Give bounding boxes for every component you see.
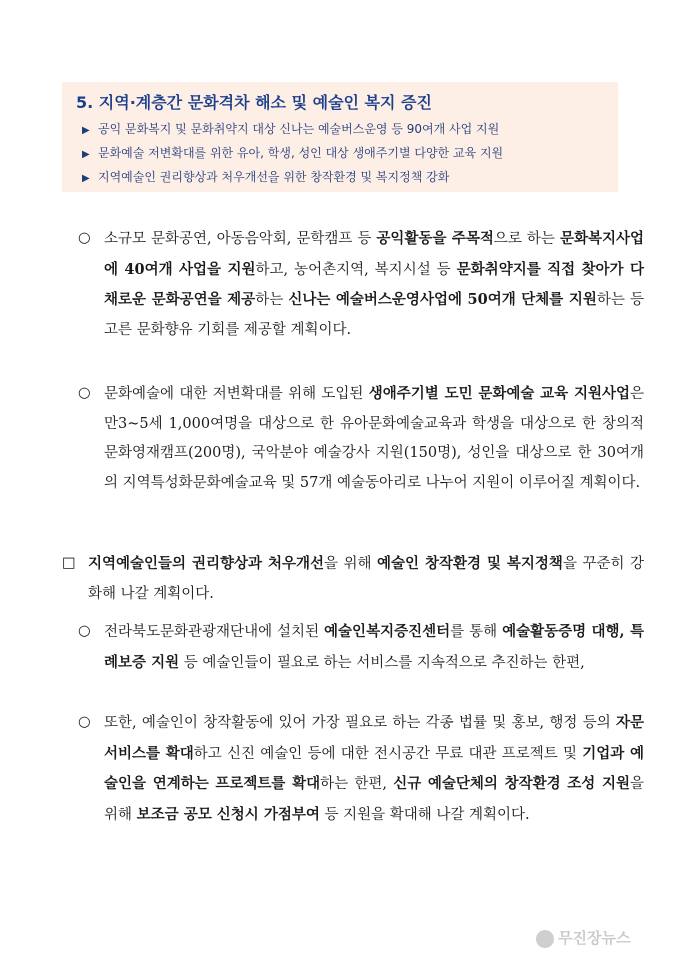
emphasized-text: 문화복지사업에 40여개 사업을 지원 <box>104 230 644 278</box>
paragraph-advisory-services <box>78 708 644 830</box>
emphasized-text: 생애주기별 도민 문화예술 교육 지원사업 <box>368 385 630 402</box>
text-run: 하는 한편, <box>320 776 394 792</box>
paragraph-welfare-center <box>78 617 644 678</box>
circle-bullet-icon: ○ <box>78 385 91 401</box>
emphasized-text: 신나는 예술버스운영사업에 50여개 단체를 지원 <box>288 291 597 308</box>
text-run: 문화예술에 대한 저변확대를 위해 도입된 <box>104 386 369 402</box>
paragraph-text <box>88 556 644 602</box>
text-run: 하고, 농어촌지역, 복지시설 등 <box>255 261 457 278</box>
triangle-bullet-icon: ▶ <box>82 149 90 160</box>
emphasized-text: 예술인복지증진센터 <box>324 623 451 640</box>
triangle-bullet-icon: ▶ <box>82 125 90 136</box>
text-run: 하는 등 고른 문화향유 기회를 제공할 계획이다. <box>104 292 644 338</box>
text-run: 등 예술인들이 필요로 하는 서비스를 지속적으로 추진하는 한편, <box>179 654 585 671</box>
paragraph-text <box>104 386 644 491</box>
paragraph-text <box>104 715 644 823</box>
paragraph-text <box>104 231 644 338</box>
emphasized-text: 예술인 창작환경 및 복지정책 <box>377 555 563 572</box>
text-run: 전라북도문화관광재단내에 설치된 <box>104 624 325 640</box>
paragraph-text <box>104 624 644 671</box>
emphasized-text: 기업과 예술인을 연계하는 프로젝트를 확대 <box>104 744 645 792</box>
text-run: 을 위해 <box>324 556 378 572</box>
section-title: 5. 지역·계층간 문화격차 해소 및 예술인 복지 증진 <box>76 93 432 112</box>
square-bullet-icon: □ <box>62 555 76 571</box>
summary-box <box>62 82 618 192</box>
circle-bullet-icon: ○ <box>78 230 91 246</box>
summary-item: ▶ 문화예술 저변확대를 위한 유아, 학생, 성인 대상 생애주기별 다양한 교육 지원 <box>76 142 606 166</box>
paragraph-culture-welfare <box>78 224 644 345</box>
emphasized-text: 문화취약지를 직접 찾아가 다채로운 문화공연을 제공 <box>104 260 644 308</box>
emphasized-text: 공익활동을 주목적 <box>376 230 494 247</box>
triangle-bullet-icon: ▶ <box>82 173 90 184</box>
paragraph-arts-education <box>78 379 644 498</box>
emphasized-text: 지역예술인들의 권리향상과 처우개선 <box>88 555 324 572</box>
emphasized-text: 자문서비스를 확대 <box>104 714 644 762</box>
text-run: 을 꾸준히 강화해 나갈 계획이다. <box>88 556 644 602</box>
text-run: 하고 신진 예술인 등에 대한 전시공간 무료 대관 프로젝트 및 <box>193 745 583 762</box>
emphasized-text: 신규 예술단체의 창작환경 조성 지원 <box>393 775 630 792</box>
watermark-logo: 무진장뉴스 <box>536 924 676 952</box>
text-run: 은 만3~5세 1,000여명을 대상으로 한 유아문화예술교육과 학생을 대상으로 한 창의적 문화영재캠프(200명), 국악분야 예술강사 지원(150명), 성인을 대상으로 한 30여개의 지역특성화문화예술교육 및 57개 예술동아리로 나누어 지원이 이루어질 계획이다. <box>104 386 644 491</box>
emphasized-text: 보조금 공모 신청시 가점부여 <box>136 805 320 823</box>
circle-bullet-icon: ○ <box>78 623 91 639</box>
text-run: 등 지원을 확대해 나갈 계획이다. <box>319 806 530 823</box>
summary-item: ▶ 공익 문화복지 및 문화취약지 대상 신나는 예술버스운영 등 90여개 사업 지원 <box>76 118 606 142</box>
emphasized-text: 예술활동증명 대행, 특례보증 지원 <box>104 623 644 671</box>
circle-bullet-icon: ○ <box>78 714 91 730</box>
text-run: 하는 <box>255 292 289 308</box>
watermark-icon <box>536 930 554 948</box>
text-run: 소규모 문화공연, 아동음악회, 문학캠프 등 <box>104 231 377 247</box>
paragraph-artist-welfare <box>62 549 644 609</box>
text-run: 를 통해 <box>450 624 503 640</box>
text-run: 또한, 예술인이 창작활동에 있어 가장 필요로 하는 각종 법률 및 홍보, 행정 등의 <box>104 715 616 731</box>
summary-item: ▶ 지역예술인 권리향상과 처우개선을 위한 창작환경 및 복지정책 강화 <box>76 166 606 190</box>
text-run: 을 위해 <box>104 776 645 823</box>
text-run: 으로 하는 <box>493 231 560 247</box>
